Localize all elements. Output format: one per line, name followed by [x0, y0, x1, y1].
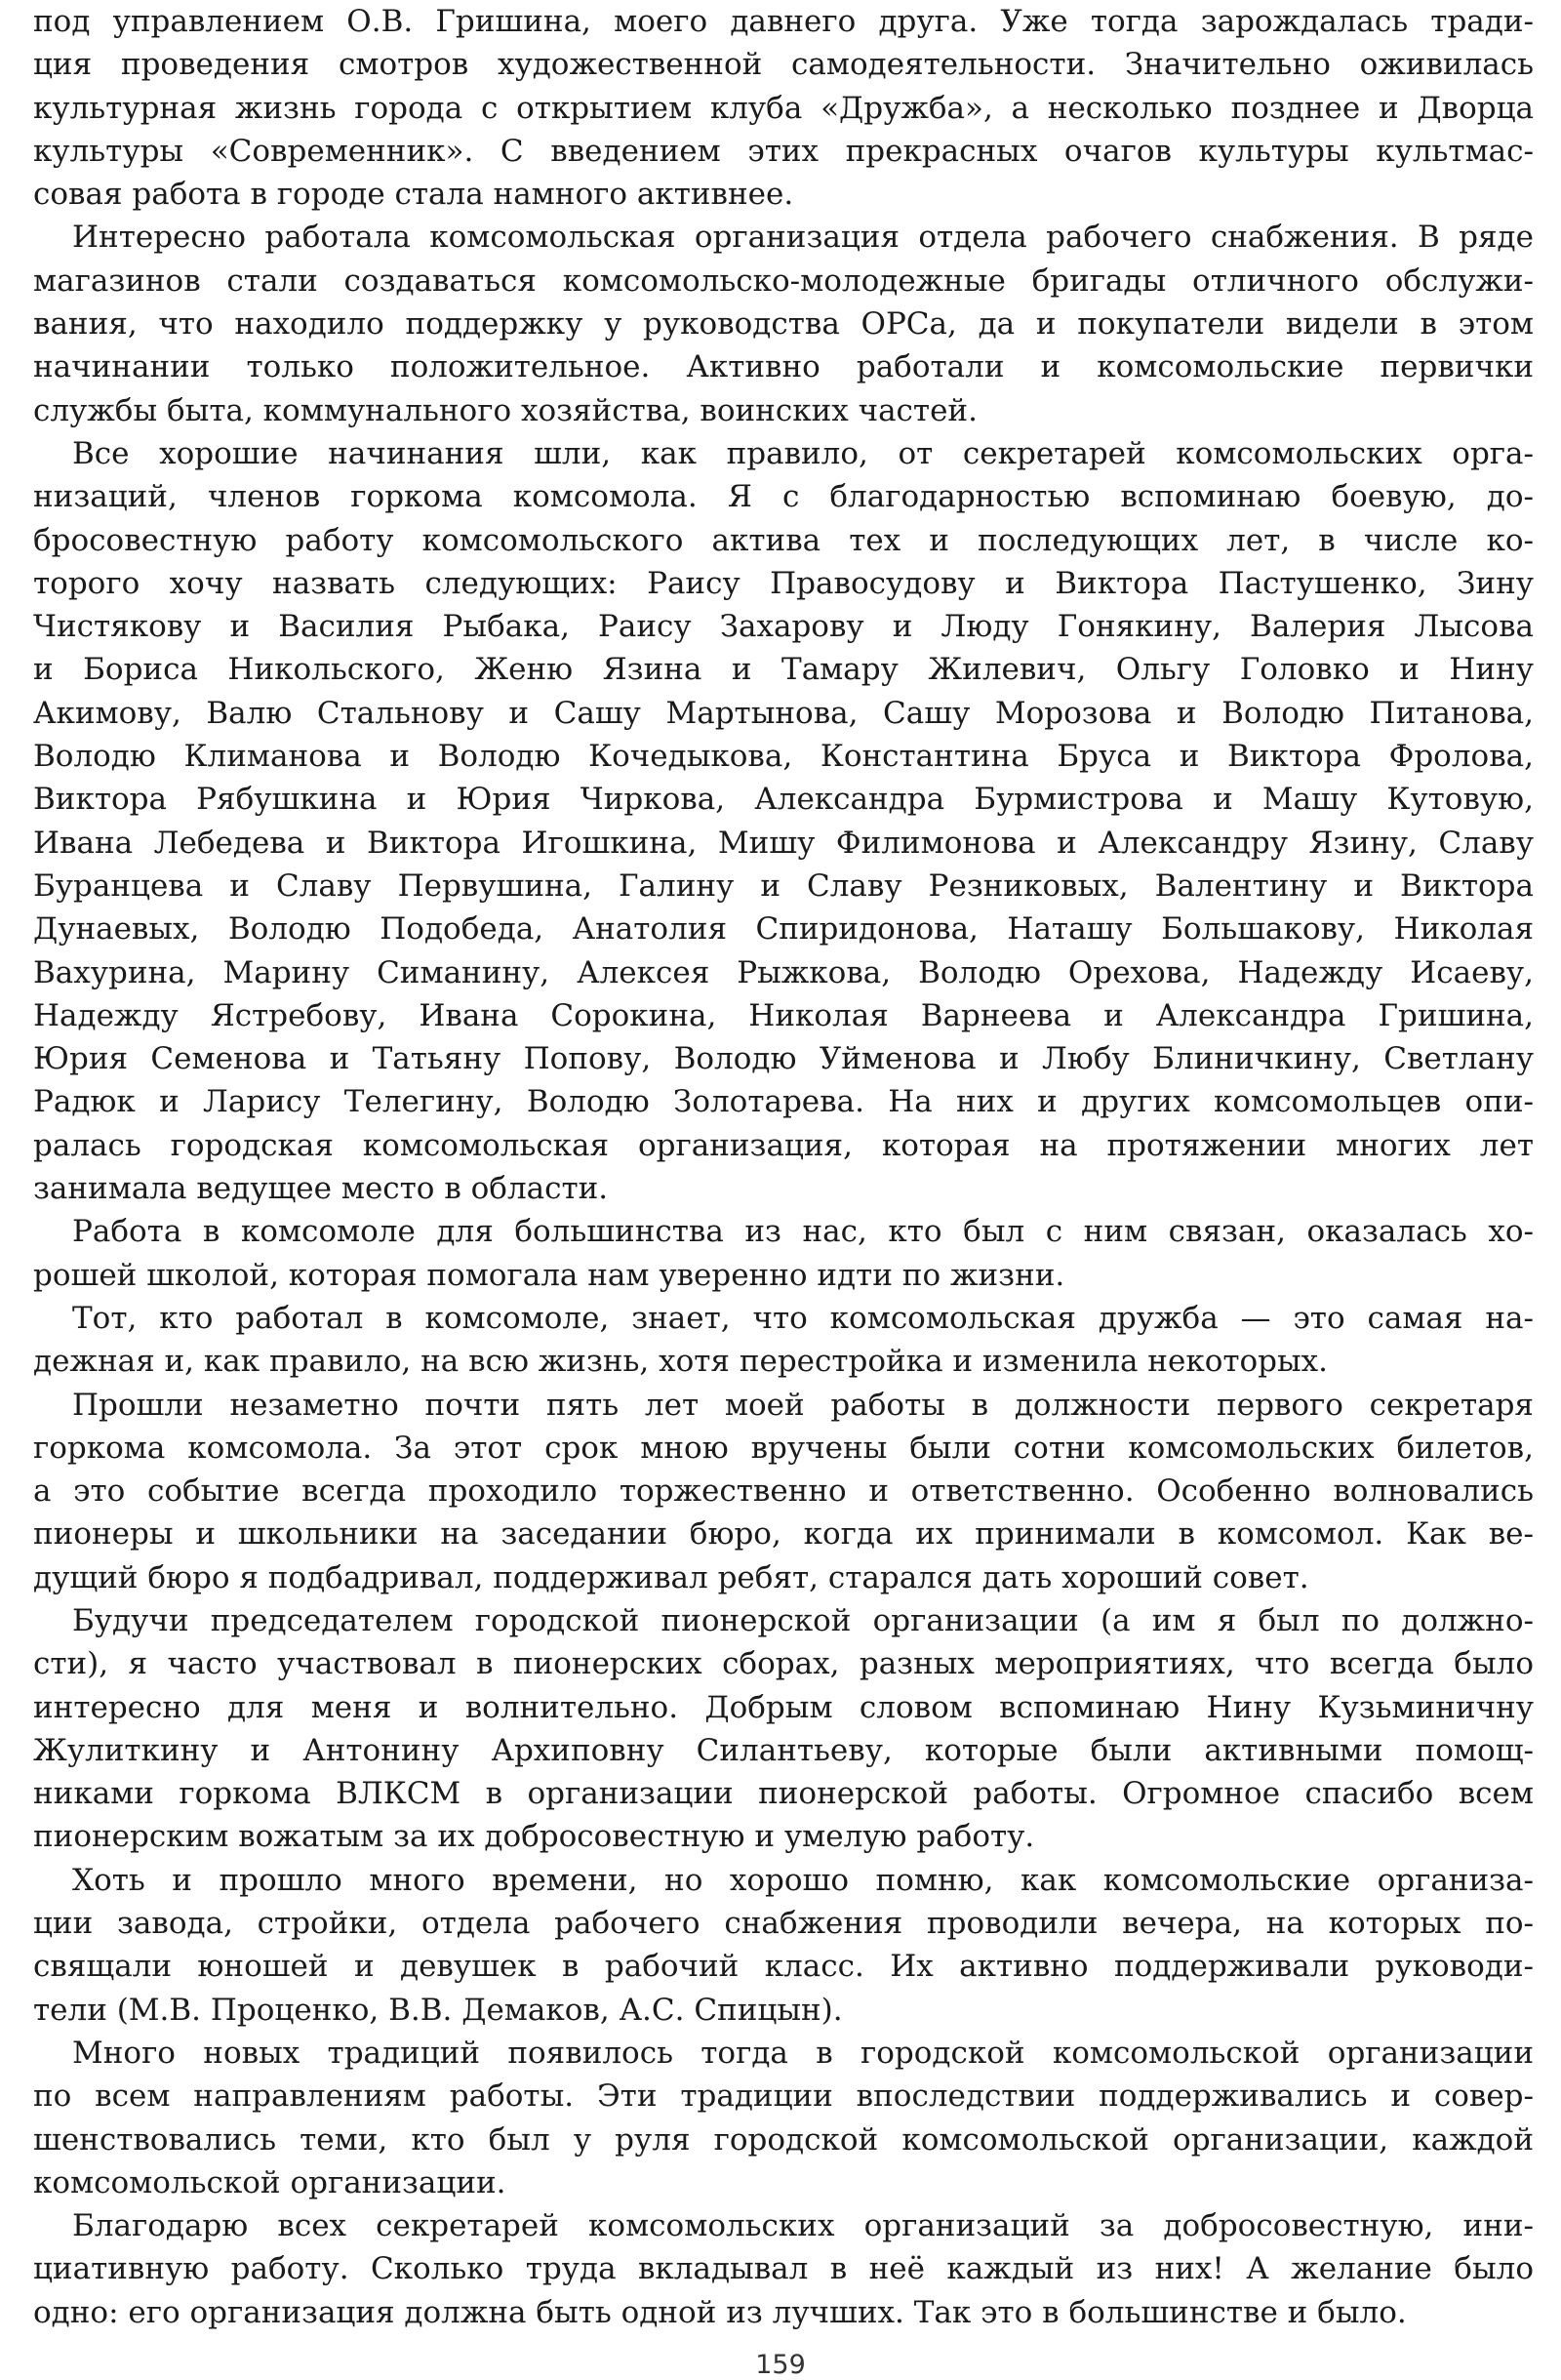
- text-line: Жулиткину и Антонину Архиповну Силантьеву, которые были активными помощ-: [33, 1732, 1534, 1768]
- paragraph: [33, 0, 1534, 216]
- text-line: пионеры и школьники на заседании бюро, когда их принимали в комсомол. Как ве-: [33, 1516, 1534, 1553]
- text-line: Буранцева и Славу Первушина, Галину и Славу Резниковых, Валентину и Виктора: [33, 867, 1534, 904]
- text-line: Тот, кто работал в комсомоле, знает, что комсомольская дружба — это самая на-: [72, 1300, 1534, 1336]
- text-line: Акимову, Валю Стальнову и Сашу Мартынова, Сашу Морозова и Володю Питанова,: [33, 695, 1534, 731]
- text-line: службы быта, коммунального хозяйства, воинских частей.: [33, 392, 978, 428]
- text-line: сти), я часто участвовал в пионерских сборах, разных мероприятиях, что всегда было: [33, 1646, 1534, 1682]
- text-line: под управлением О.В. Гришина, моего давнего друга. Уже тогда зарождалась тради-: [33, 4, 1534, 39]
- text-line: никами горкома ВЛКСМ в организации пионерской работы. Огромное спасибо всем: [33, 1776, 1534, 1812]
- text-line: Прошли незаметно почти пять лет моей работы в должности первого секретаря: [72, 1387, 1534, 1423]
- text-line: по всем направлениям работы. Эти традиции впоследствии поддерживались и совер-: [33, 2078, 1534, 2115]
- text-line: торого хочу назвать следующих: Раису Правосудову и Виктора Пастушенко, Зину: [33, 565, 1534, 601]
- text-line: тели (М.В. Проценко, В.В. Демаков, А.С. Спицын).: [33, 1992, 843, 2028]
- text-line: горкома комсомола. За этот срок мною вручены были сотни комсомольских билетов,: [33, 1430, 1534, 1466]
- page-body: [33, 0, 1534, 2334]
- text-line: культурная жизнь города с открытием клуба «Дружба», а несколько позднее и Дворца: [33, 90, 1534, 126]
- text-line: низаций, членов горкома комсомола. Я с благодарностью вспоминаю боевую, до-: [33, 479, 1534, 515]
- text-line: занимала ведущее место в области.: [33, 1171, 609, 1207]
- text-line: начинании только положительное. Активно работали и комсомольские первички: [33, 349, 1534, 385]
- text-line: ралась городская комсомольская организация, которая на протяжении многих лет: [33, 1127, 1534, 1163]
- paragraph: [33, 2204, 1534, 2334]
- paragraph: [33, 1384, 1534, 1599]
- text-line: Ивана Лебедева и Виктора Игошкина, Мишу Филимонова и Александру Язину, Славу: [33, 825, 1534, 861]
- text-line: Все хорошие начинания шли, как правило, от секретарей комсомольских орга-: [72, 435, 1534, 471]
- text-line: Много новых традиций появилось тогда в городской комсомольской организации: [72, 2035, 1534, 2071]
- text-line: интересно для меня и волнительно. Добрым словом вспоминаю Нину Кузьминичну: [33, 1689, 1534, 1725]
- text-line: дежная и, как правило, на всю жизнь, хотя перестройка и изменила некоторых.: [33, 1344, 1329, 1380]
- paragraph: [33, 2032, 1534, 2204]
- text-line: свящали юношей и девушек в рабочий класс. Их активно поддерживали руководи-: [33, 1949, 1534, 1985]
- text-line: Дунаевых, Володю Подобеда, Анатолия Спиридонова, Наташу Большакову, Николая: [33, 911, 1534, 948]
- text-line: пионерским вожатым за их добросовестную и умелую работу.: [33, 1819, 1035, 1855]
- text-line: Будучи председателем городской пионерской организации (а им я был по должно-: [72, 1602, 1534, 1638]
- text-line: совая работа в городе стала намного активнее.: [33, 177, 794, 213]
- text-line: шенствовались теми, кто был у руля городской комсомольской организации, каждой: [33, 2121, 1534, 2158]
- text-line: Радюк и Ларису Телегину, Володю Золотарева. На них и других комсомольцев опи-: [33, 1084, 1534, 1120]
- text-line: Интересно работала комсомольская организация отдела рабочего снабжения. В ряде: [72, 220, 1534, 256]
- paragraph: [33, 216, 1534, 431]
- paragraph: [33, 1599, 1534, 1859]
- text-line: Надежду Ястребову, Ивана Сорокина, Николая Варнеева и Александра Гришина,: [33, 997, 1534, 1033]
- text-line: вания, что находило поддержку у руководства ОРСа, да и покупатели видели в этом: [33, 306, 1534, 343]
- text-line: комсомольской организации.: [33, 2164, 506, 2200]
- text-line: ция проведения смотров художественной самодеятельности. Значительно оживилась: [33, 47, 1534, 83]
- text-line: культуры «Современник». С введением этих прекрасных очагов культуры культмас-: [33, 133, 1534, 169]
- text-line: Работа в комсомоле для большинства из нас, кто был с ним связан, оказалась хо-: [72, 1214, 1534, 1250]
- text-line: дущий бюро я подбадривал, поддерживал ребят, старался дать хороший совет.: [33, 1559, 1309, 1595]
- page-number: 159: [755, 2350, 806, 2380]
- text-line: одно: его организация должна быть одной из лучших. Так это в большинстве и было.: [33, 2294, 1407, 2330]
- text-line: Володю Климанова и Володю Кочедыкова, Константина Бруса и Виктора Фролова,: [33, 739, 1534, 775]
- text-line: рошей школой, которая помогала нам уверенно идти по жизни.: [33, 1257, 1065, 1293]
- text-line: ции завода, стройки, отдела рабочего снабжения проводили вечера, на которых по-: [33, 1906, 1534, 1942]
- text-line: и Бориса Никольского, Женю Язина и Тамару Жилевич, Ольгу Головко и Нину: [33, 652, 1534, 688]
- text-line: магазинов стали создаваться комсомольско-молодежные бригады отличного обслужи-: [33, 262, 1534, 299]
- paragraph: [33, 432, 1534, 1210]
- text-line: Виктора Рябушкина и Юрия Чиркова, Александра Бурмистрова и Машу Кутовую,: [33, 782, 1534, 818]
- paragraph: [33, 1210, 1534, 1297]
- text-line: а это событие всегда проходило торжественно и ответственно. Особенно волновались: [33, 1473, 1534, 1510]
- text-line: Юрия Семенова и Татьяну Попову, Володю Уйменова и Любу Блиничкину, Светлану: [33, 1041, 1534, 1077]
- text-line: Благодарю всех секретарей комсомольских организаций за добросовестную, ини-: [72, 2208, 1534, 2244]
- paragraph: [33, 1297, 1534, 1384]
- text-line: бросовестную работу комсомольского актива тех и последующих лет, в числе ко-: [33, 522, 1534, 558]
- text-line: Хоть и прошло много времени, но хорошо помню, как комсомольские организа-: [72, 1862, 1534, 1898]
- text-line: Чистякову и Василия Рыбака, Раису Захарову и Люду Гонякину, Валерия Лысова: [33, 609, 1534, 645]
- text-line: циативную работу. Сколько труда вкладывал в неё каждый из них! А желание было: [33, 2251, 1534, 2287]
- paragraph: [33, 1859, 1534, 2032]
- text-line: Вахурина, Марину Симанину, Алексея Рыжкова, Володю Орехова, Надежду Исаеву,: [33, 954, 1534, 990]
